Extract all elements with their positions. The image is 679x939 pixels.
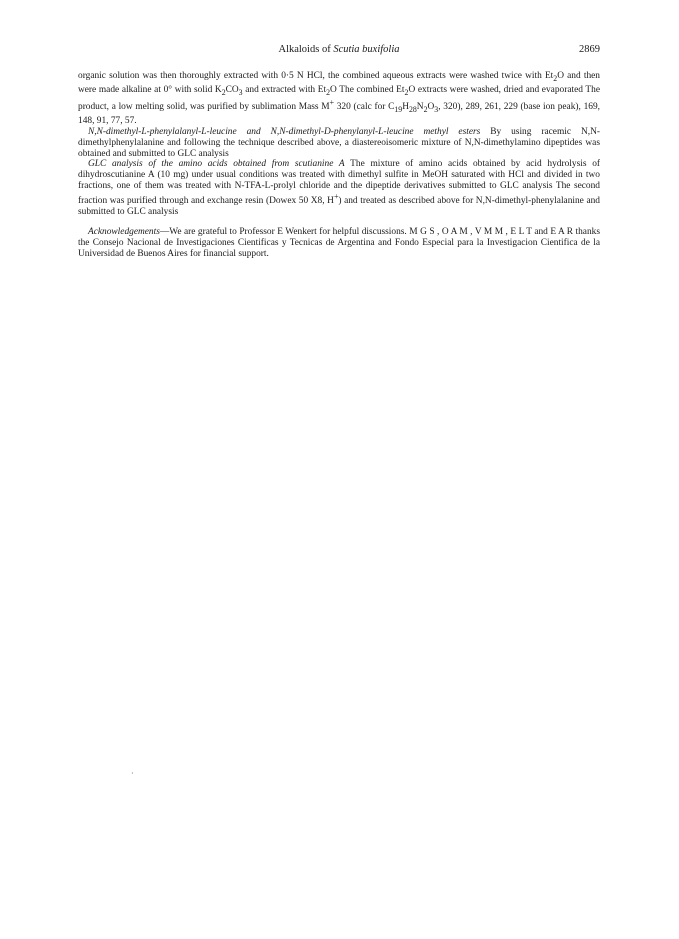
- subscript: 3: [238, 87, 243, 97]
- text-run: O: [427, 102, 435, 113]
- section-heading: GLC analysis of the amino acids obtained from scutianine A: [88, 159, 345, 170]
- paragraph-acknowledgements: [78, 227, 600, 259]
- text-run: ) and treated as described above for N,N-dimethyl-phenylalanine and submitted to GLC analysis: [78, 195, 600, 217]
- article-body: [78, 71, 600, 260]
- section-heading: N,N-dimethyl-L-phenylalanyl-L-leucine and N,N-dimethyl-D-phenylanyl-L-leucine methyl esters: [88, 126, 481, 137]
- subscript: 2: [553, 73, 558, 83]
- acknowledgements-heading: Acknowledgements: [88, 227, 160, 238]
- text-run: O The combined Et: [330, 84, 405, 95]
- text-run: , 320), 289, 261, 229 (base ion peak), 169, 148, 91, 77, 57.: [78, 102, 600, 127]
- subscript: 3: [434, 105, 439, 115]
- text-run: 320 (calc for C: [334, 102, 395, 113]
- running-header: [78, 44, 600, 58]
- text-run: By using racemic N,N-dimethylphenylalanine and following the technique described above, a diastereoisomeric mixture of N,N-dimethylamino dipeptides was obtained and submitted to GLC analysis: [78, 126, 600, 159]
- subscript: 19: [394, 105, 403, 115]
- stray-mark: ·: [131, 769, 134, 778]
- superscript: +: [333, 191, 339, 201]
- subscript: 2: [221, 87, 226, 97]
- text-run: —We are grateful to Professor E Wenkert for helpful discussions. M G S , O A M , V M M , E L T and E A R thanks the Consejo Nacional de Investigaciones Cientificas y Tecnicas de Argentina and Fondo Especial para la Investigacion Cientifica de la Universidad de Buenos Aires for financial support.: [78, 227, 600, 260]
- text-run: O and then were made alkaline at 0° with solid K: [78, 71, 600, 95]
- paragraph-methyl-esters: [78, 127, 600, 159]
- page-number: 2869: [579, 44, 600, 55]
- spacer: [78, 217, 600, 227]
- subscript: 2: [423, 105, 428, 115]
- subscript: 2: [404, 87, 409, 97]
- superscript: +: [329, 98, 335, 108]
- text-run: O extracts were washed, dried and evaporated The product, a low melting solid, was purified by sublimation Mass M: [78, 84, 600, 113]
- paragraph-extraction: [78, 71, 600, 127]
- text-run: H: [402, 102, 409, 113]
- running-title-prefix: Alkaloids of: [278, 44, 334, 55]
- text-run: The mixture of amino acids obtained by acid hydrolysis of dihydroscutianine A (10 mg) under usual conditions was treated with dimethyl sulfite in MeOH saturated with HCl and divided in two fractions, one of them was treated with N-TFA-L-prolyl chloride and the dipeptide derivatives submitted to GLC analysis The second fraction was purified through and exchange resin (Dowex 50 X8, H: [78, 159, 601, 206]
- running-title: [78, 44, 600, 55]
- subscript: 28: [408, 105, 417, 115]
- text-run: and extracted with Et: [242, 84, 327, 95]
- paragraph-glc-analysis: [78, 159, 600, 217]
- text-run: N: [416, 102, 424, 113]
- text-run: CO: [225, 84, 239, 95]
- text-run: organic solution was then thoroughly extracted with 0·5 N HCl, the combined aqueous extracts were washed twice with Et: [78, 71, 554, 81]
- subscript: 2: [326, 87, 331, 97]
- running-title-italic: Scutia buxifolia: [333, 44, 400, 55]
